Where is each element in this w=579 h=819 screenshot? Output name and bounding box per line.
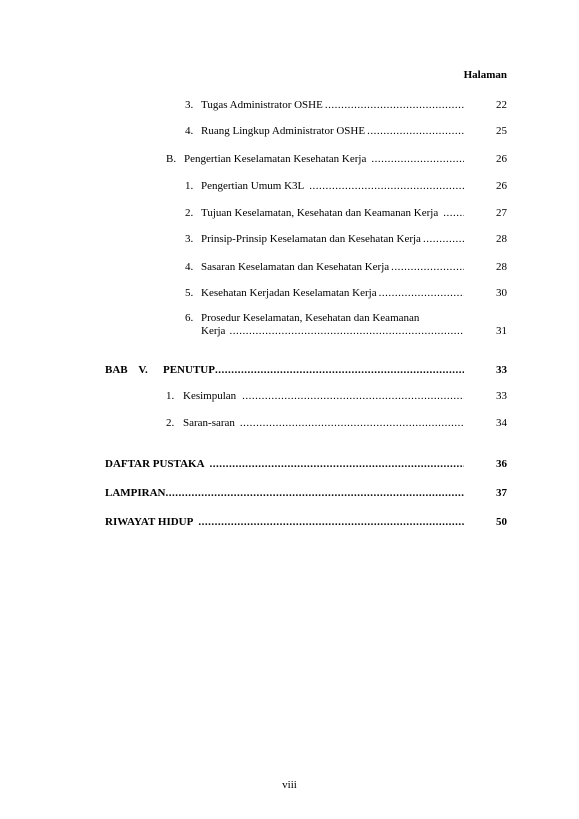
toc-entry[interactable] <box>0 487 579 503</box>
page-header-label: Halaman <box>463 69 507 81</box>
toc-entry-title: Pengertian Keselamatan Kesehatan Kerja <box>184 153 367 165</box>
toc-entry[interactable] <box>0 207 579 223</box>
toc-entry-number: 2. <box>166 417 175 429</box>
toc-entry-title: Ruang Lingkup Administrator OSHE <box>201 125 366 137</box>
toc-entry-page: 25 <box>496 125 507 137</box>
toc-entry-title: Kesehatan Kerjadan Keselamatan Kerja <box>201 287 377 299</box>
toc-entry[interactable] <box>0 261 579 277</box>
toc-entry[interactable] <box>0 390 579 406</box>
toc-entry[interactable] <box>0 417 579 433</box>
toc-entry-number: 3. <box>185 99 194 111</box>
toc-entry-page: 27 <box>496 207 507 219</box>
toc-entry[interactable] <box>0 233 579 249</box>
toc-entry-title: Tujuan Keselamatan, Kesehatan dan Keamanan Kerja <box>201 207 439 219</box>
toc-leader-dots <box>371 153 464 165</box>
toc-entry-title-line2: Kerja <box>201 325 226 337</box>
toc-leader-dots <box>166 487 465 499</box>
toc-entry-title: Pengertian Umum K3L <box>201 180 305 192</box>
toc-leader-dots <box>210 458 464 470</box>
toc-entry[interactable] <box>0 125 579 141</box>
toc-entry-number: 1. <box>185 180 194 192</box>
toc-entry-page: 34 <box>496 417 507 429</box>
toc-leader-dots <box>367 125 464 137</box>
toc-leader-dots <box>423 233 464 245</box>
toc-entry-title: Kesimpulan <box>183 390 237 402</box>
toc-entry[interactable] <box>0 180 579 196</box>
footer-page-number: viii <box>282 779 297 791</box>
toc-entry[interactable] <box>0 99 579 115</box>
toc-leader-dots <box>229 325 464 337</box>
toc-entry-number: B. <box>166 153 177 165</box>
toc-entry-title: Tugas Administrator OSHE <box>201 99 323 111</box>
toc-entry[interactable] <box>0 287 579 303</box>
toc-entry-title-line1: Prosedur Keselamatan, Kesehatan dan Keamanan <box>201 312 420 324</box>
toc-entry-page: 26 <box>496 180 507 192</box>
toc-entry-number: 1. <box>166 390 175 402</box>
toc-leader-dots <box>198 516 464 528</box>
toc-entry[interactable] <box>0 364 579 380</box>
toc-entry-page: 26 <box>496 153 507 165</box>
toc-entry-number: 4. <box>185 125 194 137</box>
toc-entry-page: 30 <box>496 287 507 299</box>
toc-entry[interactable] <box>0 458 579 474</box>
toc-entry-page: 36 <box>496 458 507 470</box>
toc-entry-page: 33 <box>496 390 507 402</box>
toc-entry-page: 50 <box>496 516 507 528</box>
toc-leader-dots <box>215 364 464 376</box>
toc-leader-dots <box>379 287 464 299</box>
toc-chapter-number: BAB V. <box>105 364 148 376</box>
toc-entry-page: 28 <box>496 233 507 245</box>
toc-entry-title: Sasaran Keselamatan dan Kesehatan Kerja <box>201 261 390 273</box>
toc-leader-dots <box>309 180 464 192</box>
toc-entry-title: PENUTUP <box>163 364 215 376</box>
toc-entry-number: 5. <box>185 287 194 299</box>
toc-entry-number: 4. <box>185 261 194 273</box>
toc-entry-title: LAMPIRAN <box>105 487 166 499</box>
toc-entry-number: 6. <box>185 312 194 324</box>
toc-leader-dots <box>242 390 464 402</box>
toc-entry-title: RIWAYAT HIDUP <box>105 516 194 528</box>
toc-leader-dots <box>325 99 464 111</box>
toc-entry-page: 31 <box>496 325 507 337</box>
toc-leader-dots <box>240 417 464 429</box>
toc-leader-dots <box>391 261 464 273</box>
toc-entry-number: 3. <box>185 233 194 245</box>
toc-entry[interactable] <box>0 516 579 532</box>
toc-entry[interactable] <box>0 312 579 342</box>
toc-entry-page: 28 <box>496 261 507 273</box>
toc-entry[interactable] <box>0 153 579 169</box>
toc-entry-page: 33 <box>496 364 507 376</box>
toc-entry-number: 2. <box>185 207 194 219</box>
toc-entry-page: 37 <box>496 487 507 499</box>
toc-entry-title: Prinsip-Prinsip Keselamatan dan Kesehatan Kerja <box>201 233 421 245</box>
toc-entry-title: DAFTAR PUSTAKA <box>105 458 205 470</box>
toc-entry-page: 22 <box>496 99 507 111</box>
toc-leader-dots <box>443 207 464 219</box>
toc-entry-title: Saran-saran <box>183 417 235 429</box>
